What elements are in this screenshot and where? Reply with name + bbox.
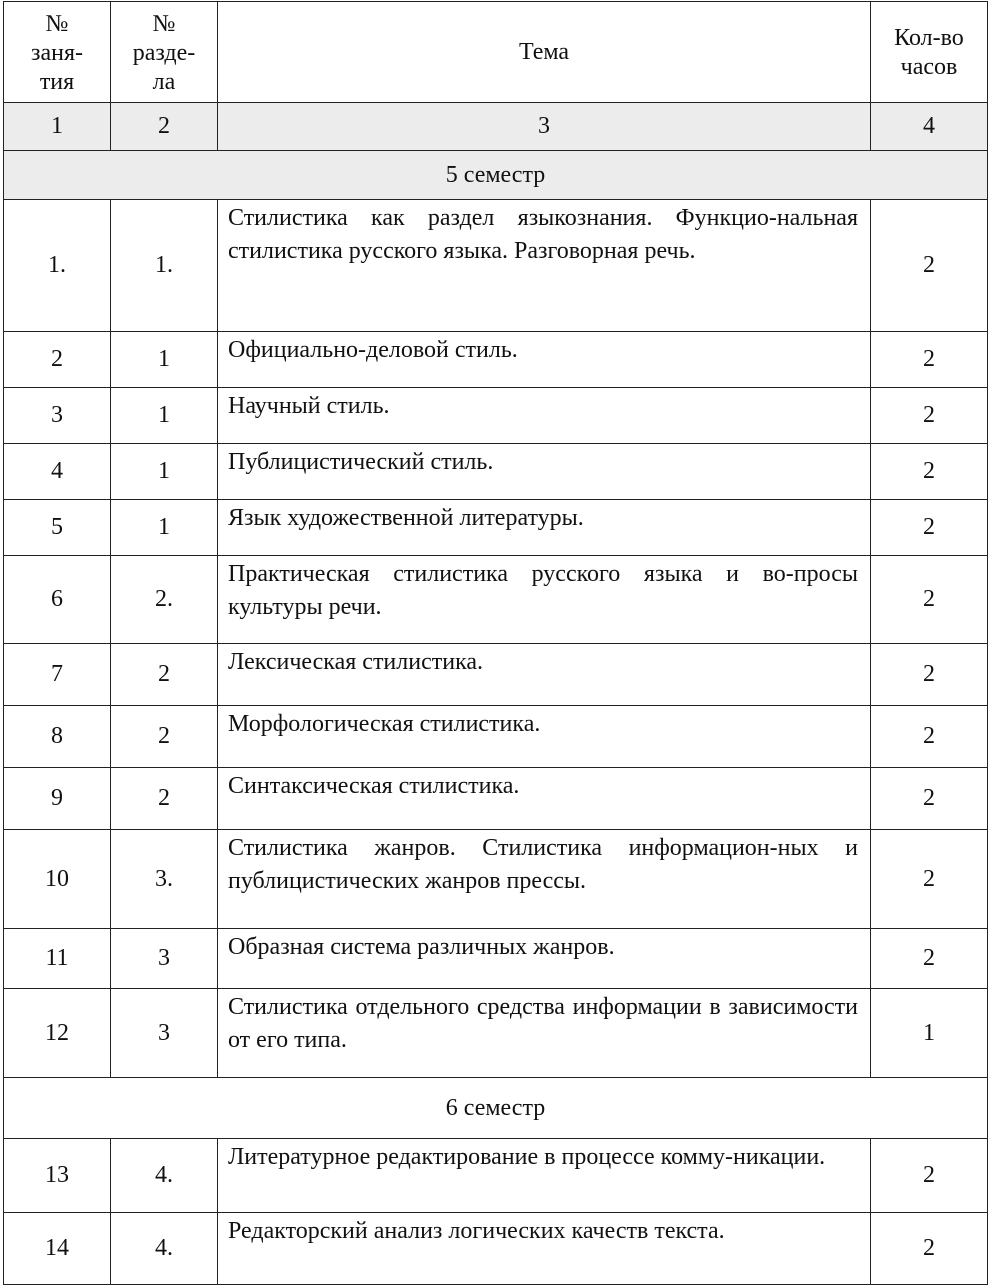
- lesson-topic: Практическая стилистика русского языка и во-просы культуры речи.: [218, 556, 871, 644]
- numbering-cell: 4: [871, 103, 988, 151]
- lesson-number: 5: [4, 500, 111, 556]
- lesson-topic: Литературное редактирование в процессе комму-никации.: [218, 1139, 871, 1213]
- lesson-row: [4, 1213, 988, 1285]
- lesson-number: 8: [4, 706, 111, 768]
- section-number: 4.: [111, 1139, 218, 1213]
- lesson-topic: Научный стиль.: [218, 388, 871, 444]
- lesson-topic: Редакторский анализ логических качеств текста.: [218, 1213, 871, 1285]
- lesson-number: 2: [4, 332, 111, 388]
- section-number: 1: [111, 444, 218, 500]
- section-number: 1: [111, 388, 218, 444]
- lesson-topic: Стилистика как раздел языкознания. Функцио-нальная стилистика русского языка. Разговорная речь.: [218, 200, 871, 332]
- header-section-number: № разде- ла: [111, 2, 218, 103]
- section-number: 3: [111, 989, 218, 1078]
- numbering-cell: 1: [4, 103, 111, 151]
- semester-title: 6 семестр: [4, 1078, 988, 1139]
- lesson-topic: Образная система различных жанров.: [218, 929, 871, 989]
- lesson-number: 4: [4, 444, 111, 500]
- section-number: 3: [111, 929, 218, 989]
- lesson-topic: Синтаксическая стилистика.: [218, 768, 871, 830]
- semester-row: [4, 151, 988, 200]
- lesson-number: 3: [4, 388, 111, 444]
- section-number: 1.: [111, 200, 218, 332]
- lesson-number: 1.: [4, 200, 111, 332]
- lesson-hours: 2: [871, 768, 988, 830]
- semester-title: 5 семестр: [4, 151, 988, 200]
- lesson-number: 7: [4, 644, 111, 706]
- lesson-row: [4, 556, 988, 644]
- lesson-hours: 2: [871, 444, 988, 500]
- lesson-hours: 2: [871, 556, 988, 644]
- lesson-row: [4, 388, 988, 444]
- lesson-row: [4, 768, 988, 830]
- header-hours: Кол-во часов: [871, 2, 988, 103]
- lesson-topic: Публицистический стиль.: [218, 444, 871, 500]
- lesson-number: 6: [4, 556, 111, 644]
- lesson-topic: Официально-деловой стиль.: [218, 332, 871, 388]
- lesson-hours: 2: [871, 200, 988, 332]
- section-number: 2.: [111, 556, 218, 644]
- syllabus-table: [3, 1, 988, 1285]
- lesson-hours: 2: [871, 332, 988, 388]
- section-number: 1: [111, 332, 218, 388]
- lesson-number: 11: [4, 929, 111, 989]
- lesson-topic: Морфологическая стилистика.: [218, 706, 871, 768]
- numbering-cell: 2: [111, 103, 218, 151]
- lesson-row: [4, 989, 988, 1078]
- section-number: 2: [111, 768, 218, 830]
- lesson-topic: Стилистика отдельного средства информации в зависимости от его типа.: [218, 989, 871, 1078]
- lesson-hours: 2: [871, 1213, 988, 1285]
- lesson-hours: 2: [871, 830, 988, 929]
- section-number: 2: [111, 644, 218, 706]
- lesson-row: [4, 1139, 988, 1213]
- header-lesson-number: № заня- тия: [4, 2, 111, 103]
- lesson-topic: Язык художественной литературы.: [218, 500, 871, 556]
- lesson-topic: Стилистика жанров. Стилистика информацион-ных и публицистических жанров прессы.: [218, 830, 871, 929]
- lesson-topic: Лексическая стилистика.: [218, 644, 871, 706]
- lesson-hours: 2: [871, 500, 988, 556]
- lesson-hours: 2: [871, 388, 988, 444]
- lesson-row: [4, 830, 988, 929]
- lesson-row: [4, 929, 988, 989]
- semester-row: [4, 1078, 988, 1139]
- lesson-row: [4, 706, 988, 768]
- section-number: 2: [111, 706, 218, 768]
- lesson-row: [4, 644, 988, 706]
- lesson-hours: 1: [871, 989, 988, 1078]
- header-topic: Тема: [218, 2, 871, 103]
- lesson-hours: 2: [871, 644, 988, 706]
- lesson-hours: 2: [871, 929, 988, 989]
- lesson-number: 9: [4, 768, 111, 830]
- lesson-row: [4, 444, 988, 500]
- section-number: 3.: [111, 830, 218, 929]
- section-number: 4.: [111, 1213, 218, 1285]
- lesson-row: [4, 332, 988, 388]
- lesson-hours: 2: [871, 1139, 988, 1213]
- numbering-row: [4, 103, 988, 151]
- lesson-number: 12: [4, 989, 111, 1078]
- lesson-number: 14: [4, 1213, 111, 1285]
- lesson-number: 13: [4, 1139, 111, 1213]
- lesson-hours: 2: [871, 706, 988, 768]
- lesson-row: [4, 200, 988, 332]
- lesson-number: 10: [4, 830, 111, 929]
- header-row: [4, 2, 988, 103]
- section-number: 1: [111, 500, 218, 556]
- lesson-row: [4, 500, 988, 556]
- numbering-cell: 3: [218, 103, 871, 151]
